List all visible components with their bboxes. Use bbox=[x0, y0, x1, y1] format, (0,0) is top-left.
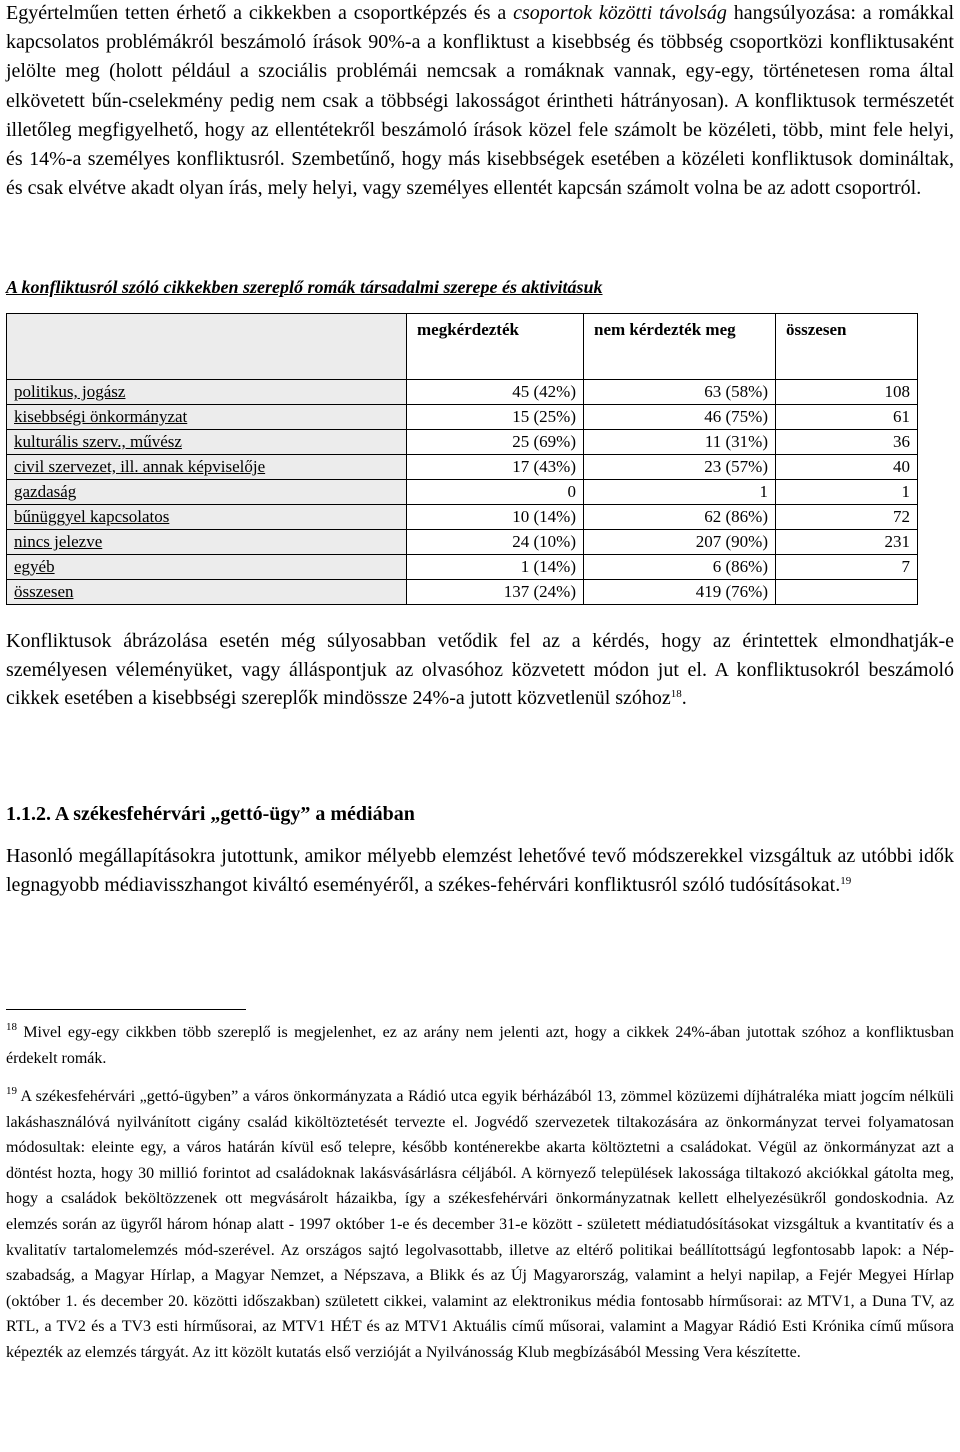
table-row bbox=[7, 480, 918, 505]
row-label: egyéb bbox=[7, 555, 407, 580]
header-corner bbox=[7, 314, 407, 380]
paragraph-text: . bbox=[681, 687, 687, 709]
footnote-ref-18[interactable]: 18 bbox=[670, 688, 682, 700]
cell-not-asked: 1 bbox=[584, 480, 776, 505]
table-row bbox=[7, 555, 918, 580]
footnote-text: A székesfehérvári „gettó-ügyben” a város önkormányzata a Rádió utca egyik bérházából 13, zömmel közüzemi díjhátraléka miatt jogcím nélküli lakáshasználóvá nyilvánított cigány család kiköltöztetését tervezte el. Jogvédő szervezetek tiltakozására az önkormányzat tervei folyamatosan módosultak: eleinte egy, a város határán kívül eső telepre, később konténerekbe akarta költöztetni a családokat. Végül az önkormányzat azt a döntést hozta, hogy 30 millió forintot ad családoknak lakásvásárlásra céljából. A környező települések lakossága tiltakozó akciókkal gátolta meg, hogy a családok beköltözzenek ott megvásárolt házaikba, így a székesfehérvári önkormányzatnak kellett elhelyezésükről gondoskodnia. Az elemzés során az ügyről három hónap alatt - 1997 október 1-e és december 31-e között - született médiatudósításokat vizsgáltuk a kvantitatív és a kvalitatív tartalomelemzés mód-szerével. Az országos sajtó legolvasottabb, illetve az eltérő politikai beállítottságú legfontosabb lapok: a Nép-szabadság, a Magyar Hírlap, a Magyar Nemzet, a Népszava, a Blikk és az Új Magyarország, valamint a helyi napilap, a Fejér Megyei Hírlap (október 1. és december 20. közötti időszakban) született cikkei, valamint az elektronikus média fontosabb hírműsorai: az MTV1, a Duna TV, az RTL, a TV2 és a TV3 esti hírműsorai, az MTV1 HÉT és az MTV1 Aktuális című műsorai, valamint a Magyar Rádió Esti Krónika című műsora képezték az elemzés tárgyát. Az itt közölt kutatás első verzióját a Nyilvánosság Klub megbízásából Messing Vera készítette. bbox=[6, 1088, 954, 1361]
cell-asked: 17 (43%) bbox=[407, 455, 584, 480]
row-label: gazdaság bbox=[7, 480, 407, 505]
cell-total: 7 bbox=[776, 555, 918, 580]
table-row bbox=[7, 505, 918, 530]
cell-not-asked: 207 (90%) bbox=[584, 530, 776, 555]
cell-total: 231 bbox=[776, 530, 918, 555]
cell-total bbox=[776, 580, 918, 605]
table-row bbox=[7, 405, 918, 430]
footnote-number: 19 bbox=[6, 1085, 17, 1097]
row-label: kisebbségi önkormányzat bbox=[7, 405, 407, 430]
table-title: A konfliktusról szóló cikkekben szereplő romák társadalmi szerepe és aktivitásuk bbox=[6, 277, 603, 297]
row-label: civil szervezet, ill. annak képviselője bbox=[7, 455, 407, 480]
table-row bbox=[7, 580, 918, 605]
footnote-number: 18 bbox=[6, 1021, 17, 1033]
row-label: összesen bbox=[7, 580, 407, 605]
footnote-19 bbox=[6, 1084, 954, 1366]
cell-not-asked: 11 (31%) bbox=[584, 430, 776, 455]
table-header-row bbox=[7, 314, 918, 380]
body-paragraph-1 bbox=[6, 0, 954, 203]
cell-not-asked: 63 (58%) bbox=[584, 380, 776, 405]
header-total: összesen bbox=[776, 314, 918, 380]
table-row bbox=[7, 455, 918, 480]
cell-not-asked: 419 (76%) bbox=[584, 580, 776, 605]
cell-total: 61 bbox=[776, 405, 918, 430]
paragraph-text: hangsúlyozása: a romákkal kapcsolatos problémákról beszámoló írások 90%-a a konfliktust a kisebbség és többség csoportközi konfliktusaként jelölte meg (holott például a szociális problémái nemcsak a romáknak vannak, egy-egy, történetesen roma által elkövetett bűn-cselekmény pedig nem csak a többségi lakosságot érintheti hátrányosan). A konfliktusok természetét illetőleg megfigyelhető, hogy az ellentétekről beszámoló írások közel fele számolt be közéleti, több, mint fele helyi, és 14%-a személyes konfliktusról. Szembetűnő, hogy más kisebbségek esetében a közéleti konfliktusok domináltak, és csak elvétve akadt olyan írás, mely helyi, vagy személyes ellentét kapcsán számolt volna be az adott csoportról. bbox=[6, 2, 955, 200]
body-paragraph-3 bbox=[6, 842, 954, 900]
cell-asked: 24 (10%) bbox=[407, 530, 584, 555]
section-heading: 1.1.2. A székesfehérvári „gettó-ügy” a médiában bbox=[6, 803, 415, 825]
header-not-asked: nem kérdezték meg bbox=[584, 314, 776, 380]
body-paragraph-2 bbox=[6, 627, 954, 713]
footnote-divider bbox=[6, 1009, 246, 1010]
table-row bbox=[7, 530, 918, 555]
cell-total: 40 bbox=[776, 455, 918, 480]
cell-not-asked: 62 (86%) bbox=[584, 505, 776, 530]
footnote-ref-19[interactable]: 19 bbox=[840, 875, 852, 887]
cell-not-asked: 23 (57%) bbox=[584, 455, 776, 480]
paragraph-text: Egyértelműen tetten érhető a cikkekben a csoportképzés és a bbox=[6, 2, 514, 24]
row-label: politikus, jogász bbox=[7, 380, 407, 405]
header-asked: megkérdezték bbox=[407, 314, 584, 380]
table-row bbox=[7, 380, 918, 405]
paragraph-text: Konfliktusok ábrázolása esetén még súlyosabban vetődik fel az a kérdés, hogy az érintettek elmondhatják-e személyesen véleményüket, vagy álláspontjuk az olvasóhoz közvetett módon jut el. A konfliktusokról beszámoló cikkek esetében a kisebbségi szereplők mindössze 24%-a jutott közvetlenül szóhoz bbox=[6, 630, 954, 709]
cell-asked: 1 (14%) bbox=[407, 555, 584, 580]
row-label: nincs jelezve bbox=[7, 530, 407, 555]
cell-total: 108 bbox=[776, 380, 918, 405]
table-row bbox=[7, 430, 918, 455]
paragraph-text: Hasonló megállapításokra jutottunk, amikor mélyebb elemzést lehetővé tevő módszerekkel vizsgáltuk az utóbbi idők legnagyobb médiavisszhangot kiváltó eseményéről, a székes-fehérvári konfliktusról szóló tudósításokat. bbox=[6, 845, 954, 896]
cell-total: 36 bbox=[776, 430, 918, 455]
roles-table bbox=[6, 313, 918, 605]
cell-asked: 45 (42%) bbox=[407, 380, 584, 405]
cell-asked: 10 (14%) bbox=[407, 505, 584, 530]
cell-asked: 137 (24%) bbox=[407, 580, 584, 605]
row-label: bűnüggyel kapcsolatos bbox=[7, 505, 407, 530]
cell-not-asked: 46 (75%) bbox=[584, 405, 776, 430]
emphasized-text: csoportok közötti távolság bbox=[513, 2, 727, 24]
cell-asked: 25 (69%) bbox=[407, 430, 584, 455]
cell-total: 72 bbox=[776, 505, 918, 530]
cell-asked: 15 (25%) bbox=[407, 405, 584, 430]
cell-asked: 0 bbox=[407, 480, 584, 505]
cell-total: 1 bbox=[776, 480, 918, 505]
footnote-18 bbox=[6, 1020, 954, 1071]
cell-not-asked: 6 (86%) bbox=[584, 555, 776, 580]
row-label: kulturális szerv., művész bbox=[7, 430, 407, 455]
footnote-text: Mivel egy-egy cikkben több szereplő is megjelenhet, ez az arány nem jelenti azt, hogy a cikkek 24%-ában jutottak szóhoz a konfliktusban érdekelt romák. bbox=[6, 1024, 954, 1067]
